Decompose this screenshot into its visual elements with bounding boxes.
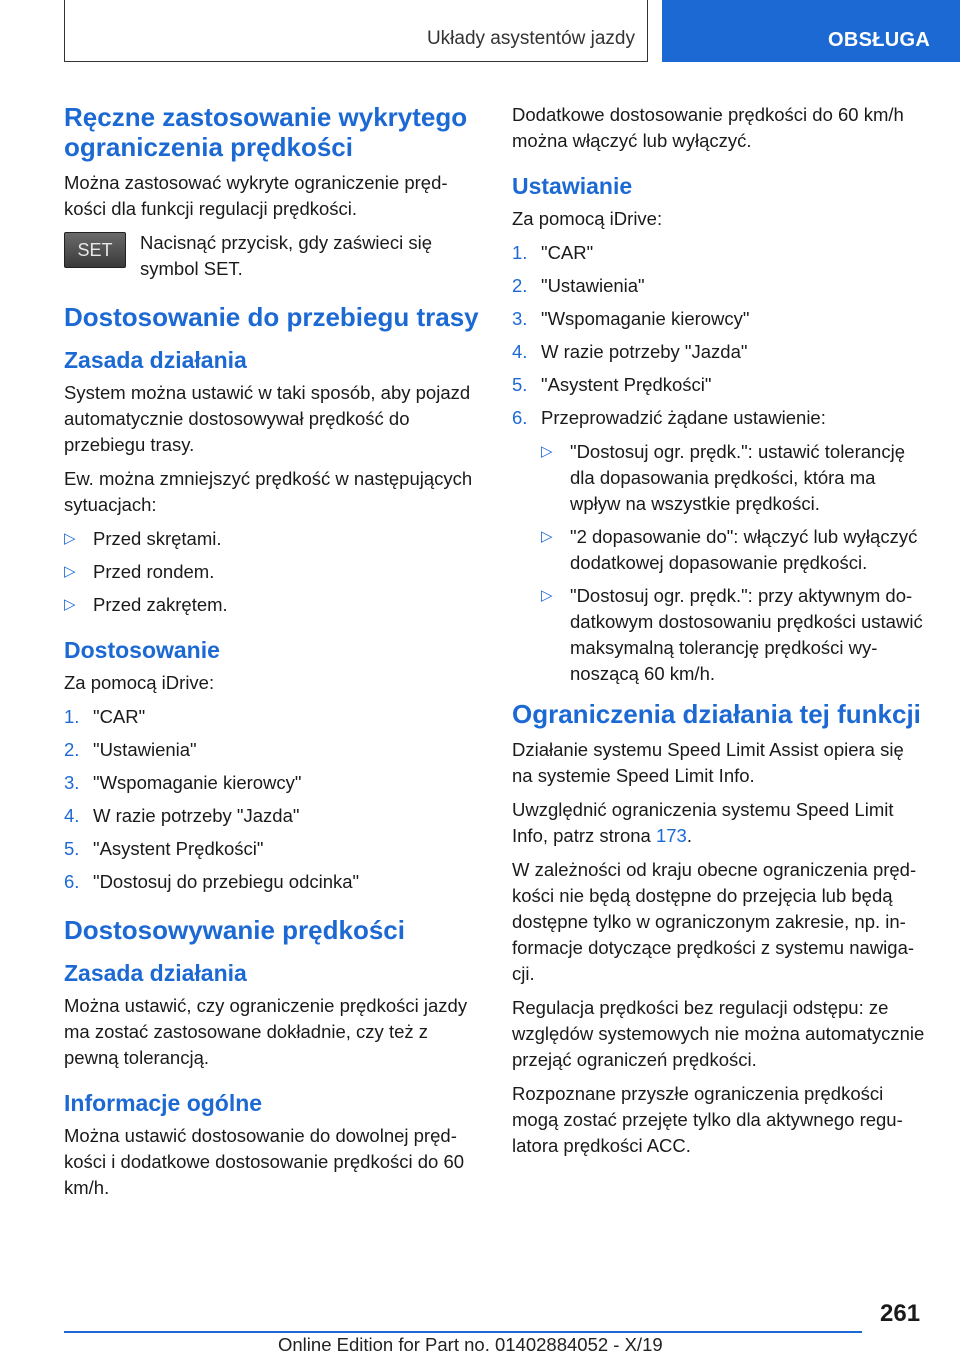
list-item: 6. "Dostosuj do przebiegu odcinka": [64, 871, 360, 892]
list-item: ▷ Przed skrętami.: [64, 526, 480, 552]
paragraph-idrive-1: Za pomocą iDrive:: [64, 672, 215, 693]
situations-list: [64, 526, 480, 618]
list-item: 2. "Ustawienia": [64, 739, 197, 760]
list-item: 4. W razie potrzeby "Jazda": [64, 805, 300, 826]
triangle-bullet-icon: ▷: [541, 528, 553, 545]
steps-list-2: [512, 240, 928, 687]
list-item: 3. "Wspomaganie kierowcy": [64, 772, 302, 793]
list-item: ▷ Przed rondem.: [64, 559, 480, 585]
list-item: ▷ "2 dopasowanie do": włączyć lub wyłączyć dodatkowej dopasowanie prędkości.: [541, 526, 918, 573]
set-button-icon: SET: [64, 232, 126, 268]
settings-sub-list: [541, 439, 928, 687]
triangle-bullet-icon: ▷: [541, 443, 553, 460]
paragraph-reduce-speed: Ew. można zmniejszyć prędkość w następujących sytuacjach:: [64, 468, 473, 515]
heading-general-info: Informacje ogólne: [64, 1090, 263, 1116]
paragraph-principle-2: Można ustawić, czy ograniczenie prędkości jazdy ma zostać zastosowane dokładnie, czy też z pewną tolerancją.: [64, 995, 468, 1068]
heading-adjust: Dostosowanie: [64, 637, 220, 663]
paragraph-general-info: Można ustawić dostosowanie do dowolnej prędkości i dodatkowe dostosowanie prędkości do 60 km/h.: [64, 1125, 465, 1198]
set-instruction-text: Nacisnąć przycisk, gdy zaświeci się symbol SET.: [140, 232, 432, 279]
paragraph-limits-2: Uwzględnić ograniczenia systemu Speed Limit Info, patrz strona 173.: [512, 799, 894, 846]
list-item: ▷ "Dostosuj ogr. prędk.": przy aktywnym dodatkowym dostosowaniu prędkości ustawić maksymalną tolerancję prędkości wynoszącą 60 km/h.: [541, 585, 923, 684]
paragraph-manual-limit: Można zastosować wykryte ograniczenie prędkości dla funkcji regulacji prędkości.: [64, 172, 448, 219]
header-frame: [64, 0, 648, 62]
chapter-tab[interactable]: OBSŁUGA: [662, 0, 960, 62]
triangle-bullet-icon: ▷: [541, 587, 553, 604]
list-item: 5. "Asystent Prędkości": [64, 838, 264, 859]
triangle-bullet-icon: ▷: [64, 530, 76, 547]
list-item: 1. "CAR": [64, 706, 146, 727]
list-item: 5. "Asystent Prędkości": [512, 374, 712, 395]
paragraph-limits-3: W zależności od kraju obecne ograniczenia prędkości nie będą dostępne do przejęcia lub będą dostępne tylko w ograniczonym zakresie, np. informacje dotyczące prędkości z systemu nawigacji.: [512, 859, 917, 984]
paragraph-limits-5: Rozpoznane przyszłe ograniczenia prędkości mogą zostać przejęte tylko dla aktywnego regulatora prędkości ACC.: [512, 1083, 903, 1156]
heading-principle-1: Zasada działania: [64, 347, 247, 373]
paragraph-limits-4: Regulacja prędkości bez regulacji odstępu: ze względów systemowych nie można automatycznie przejąć ograniczeń prędkości.: [512, 997, 925, 1070]
list-item: 3. "Wspomaganie kierowcy": [512, 308, 750, 329]
right-column: [512, 102, 928, 1167]
triangle-bullet-icon: ▷: [64, 563, 76, 580]
footer-edition: Online Edition for Part no. 01402884052 - X/19: [278, 1334, 663, 1355]
heading-principle-2: Zasada działania: [64, 960, 247, 986]
heading-manual-limit: Ręczne zastosowanie wykrytego ograniczenia prędkości: [64, 102, 468, 162]
paragraph-limits-1: Działanie systemu Speed Limit Assist opiera się na systemie Speed Limit Info.: [512, 739, 904, 786]
list-item: ▷ "Dostosuj ogr. prędk.": ustawić tolerancję dla dopasowania prędkości, która ma wpływ na wszystkie prędkości.: [541, 441, 905, 514]
list-item: 6. Przeprowadzić żądane ustawienie: ▷ "Dostosuj ogr. prędk.": ustawić tolerancję dla dopasowania prędkości, która ma wpływ na wszystkie prędkości. ▷ "2 dopasowanie do": włączyć lub wyłączyć dodatkowej dopasowanie prędkości. ▷ "Dostosuj ogr. prędk.": przy aktywnym dodatkowym dostosowaniu prędkości ustawić maksymalną tolerancję prędkości wynoszącą 60 km/h.: [512, 405, 928, 687]
set-instruction-row: [64, 230, 480, 282]
list-item: 2. "Ustawienia": [512, 275, 645, 296]
heading-function-limits: Ograniczenia działania tej funkcji: [512, 699, 921, 729]
paragraph-idrive-2: Za pomocą iDrive:: [512, 208, 663, 229]
paragraph-principle-1: System można ustawić w taki sposób, aby pojazd automatycznie dostosowywał prędkość do przebiegu trasy.: [64, 382, 471, 455]
section-title: Układy asystentów jazdy: [426, 28, 635, 49]
list-item: 1. "CAR": [512, 242, 594, 263]
left-column: [64, 102, 480, 1209]
heading-route-adjust: Dostosowanie do przebiegu trasy: [64, 302, 479, 332]
heading-settings: Ustawianie: [512, 173, 633, 199]
heading-speed-adjust: Dostosowywanie prędkości: [64, 915, 405, 945]
steps-list-1: [64, 704, 480, 895]
paragraph-additional: Dodatkowe dostosowanie prędkości do 60 km/h można włączyć lub wyłączyć.: [512, 104, 904, 151]
triangle-bullet-icon: ▷: [64, 596, 76, 613]
footer-divider: [64, 1331, 862, 1333]
list-item: 4. W razie potrzeby "Jazda": [512, 341, 748, 362]
list-item: ▷ Przed zakrętem.: [64, 592, 480, 618]
page-number: 261: [880, 1300, 921, 1327]
page-reference-link[interactable]: 173: [655, 825, 687, 846]
